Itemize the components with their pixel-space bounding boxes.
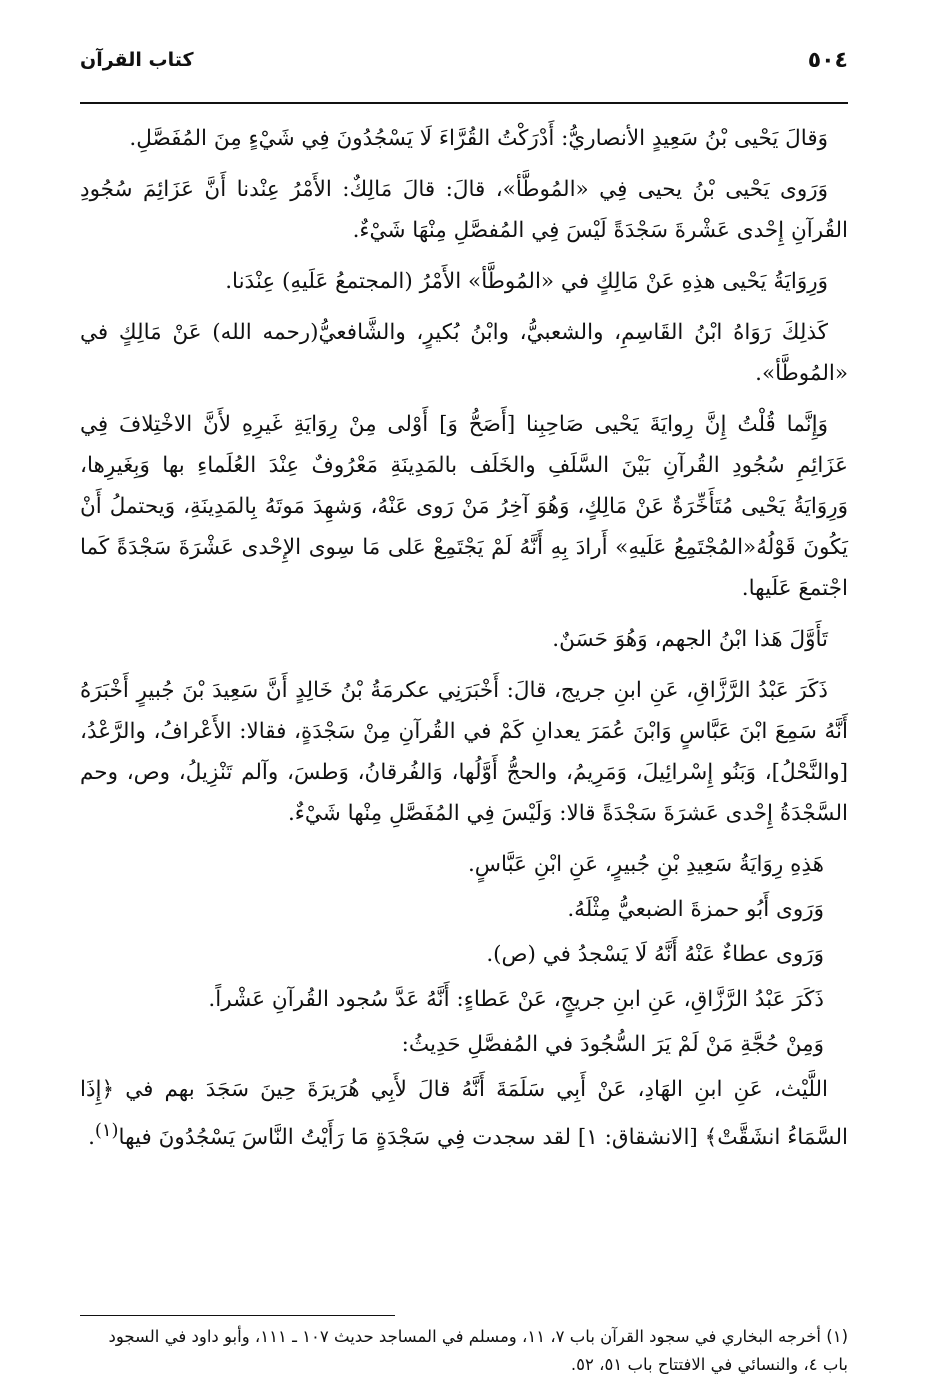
running-title: كتاب القرآن (80, 49, 194, 71)
paragraph: وَإِنَّما قُلْتُ إِنَّ رِوايَةَ يَحْيى صَاحِبِنا [أَصَحُّ وَ] أَوْلى مِنْ رِوَايَةِ غَيرِهِ لأَنَّ الاخْتِلافَ فِي عَزَائِمِ سُجُودِ القُرآنِ بَيْنَ السَّلَفِ والخَلَف بالمَدِينَةِ مَعْرُوفٌ عِنْدَ العُلَماءِ بها وَبِغَيرِها، وَرِوَايَةُ يَحْيى مُتَأَخِّرَةٌ عَنْ مَالِكٍ، وَهُوَ آخِرُ مَنْ رَوى عَنْهُ، وَشهِدَ مَوتَهُ بِالمَدِينَةِ، وَيحتملُ أَنْ يَكُونَ قَوْلُهُ«المُجْتَمِعُ عَلَيهِ» أَرادَ بِهِ أَنَّهُ لَمْ يَجْتَمِعْ عَلى مَا سِوى الإِحْدى عَشْرَةَ سَجْدَةً كَما اجْتمعَ عَلَيها. (80, 412, 848, 601)
header-rule (80, 102, 848, 104)
paragraph: وَقالَ يَحْيى بْنُ سَعِيدٍ الأنصاريُّ: أَدْرَكْتُ القُرَّاءَ لَا يَسْجُدُونَ فِي شَيْءٍ مِنَ المُفَصَّلِ. (129, 126, 828, 151)
book-page (80, 40, 848, 1374)
footnote-rule (80, 1315, 395, 1316)
paragraph: وَرَوى يَحْيى بْنُ يحيى فِي «المُوطَّأ»، قالَ: قالَ مَالِكٌ: الأَمْرُ عِنْدنا أَنَّ عَزَائِمَ سُجُودِ القُرآنِ إِحْدى عَشْرةَ سَجْدَةً لَيْسَ فِي المُفصَّلِ مِنْهَا شَيْءٌ. (80, 177, 848, 243)
indented-line: هَذِهِ رِوَايَةُ سَعِيدِ بْنِ جُبيرٍ، عَنِ ابْنِ عَبَّاسٍ. (467, 852, 824, 877)
footnote: (١) أخرجه البخاري في سجود القرآن باب ٧، ١١، ومسلم في المساجد حديث ١٠٧ ـ ١١١، وأبو داود في السجود باب ٤، والنسائي في الافتتاح باب ٥١، ٥٢. (108, 1327, 848, 1374)
indented-line: وَمِنْ حُجَّةِ مَنْ لَمْ يَرَ السُّجُودَ في المُفصَّلِ حَدِيثُ: (401, 1032, 824, 1057)
page-header (80, 40, 848, 80)
main-text (80, 118, 848, 1168)
indented-line: وَرَوى عطاءٌ عَنْهُ أَنَّهُ لَا يَسْجدُ في (ص). (486, 942, 824, 967)
paragraph-final: اللَّيْث، عَنِ ابنِ الهَادِ، عَنْ أَبِي سَلَمَةَ أَنَّهُ قالَ لأَبِي هُرَيرَةَ حِينَ سَجَدَ بهم في ﴿إِذَا السَّمَاءُ انشَقَّتْ﴾ [الانشقاق: ١] لقد سجدت فِي سَجْدَةٍ مَا رَأَيْتُ النَّاسَ يَسْجُدُونَ فيها$^{(١)}$. (80, 1077, 848, 1151)
indented-line: ذَكَرَ عَبْدُ الرَّزَّاقِ، عَنِ ابنِ جريجٍ، عَنْ عَطاءٍ: أَنَّهُ عَدَّ سُجود القُرآنِ عَشْراً. (208, 987, 824, 1012)
paragraph: كَذلِكَ رَوَاهُ ابْنُ القَاسِمِ، والشعبيُّ، وابْنُ بُكيرٍ، والشَّافعيُّ(رحمه الله) عَنْ مَالِكٍ في «المُوطَّأ». (80, 320, 848, 386)
indented-line: وَرَوى أَبُو حمزةَ الضبعيُّ مِثْلَهُ. (567, 897, 824, 922)
paragraph: وَرِوَايَةُ يَحْيى هذِهِ عَنْ مَالِكٍ في «المُوطَّأ» الأَمْرُ (المجتمعُ عَلَيهِ) عِنْدَنا. (225, 269, 828, 294)
paragraph: ذَكَرَ عَبْدُ الرَّزَّاقِ، عَنِ ابنِ جريج، قالَ: أَخْبَرَنِي عكرمَةُ بْنُ خَالِدٍ أَنَّ سَعِيدَ بْنَ جُبيرٍ أَخْبَرَهُ أَنَّهُ سَمِعَ ابْنَ عَبَّاسٍ وَابْنَ عُمَرَ يعدانِ كَمْ في القُرآنِ مِنْ سَجْدَةٍ، فقالا: الأَعْرافُ، والرَّعْدُ، [والنَّحْلُ]، وَبَنُو إِسْرائِيلَ، وَمَرِيمُ، والحجُّ أَوَّلُها، وَالفُرقانُ، وَطسَ، وآلم تَنْزِيلُ، وص، وحم السَّجْدَةُ إِحْدى عَشرَةَ سَجْدَةً قالا: وَلَيْسَ فِي المُفَصَّلِ مِنْها شَيْءٌ. (80, 678, 848, 826)
final-paragraph-text: اللَّيْث، عَنِ ابنِ الهَادِ، عَنْ أَبِي سَلَمَةَ أَنَّهُ قالَ لأَبِي هُرَيرَةَ حِينَ سَجَدَ بهم في ﴿إِذَا السَّمَاءُ انشَقَّتْ﴾ [الانشقاق: ١] لقد سجدت فِي سَجْدَةٍ مَا رَأَيْتُ النَّاسَ يَسْجُدُونَ فيها (80, 1077, 848, 1151)
page-number: ٥٠٤ (807, 47, 848, 73)
footnote-ref: (١) (94, 1120, 119, 1141)
paragraph: تَأَوَّلَ هَذا ابْنُ الجهم، وَهُوَ حَسَنٌ. (552, 627, 828, 652)
